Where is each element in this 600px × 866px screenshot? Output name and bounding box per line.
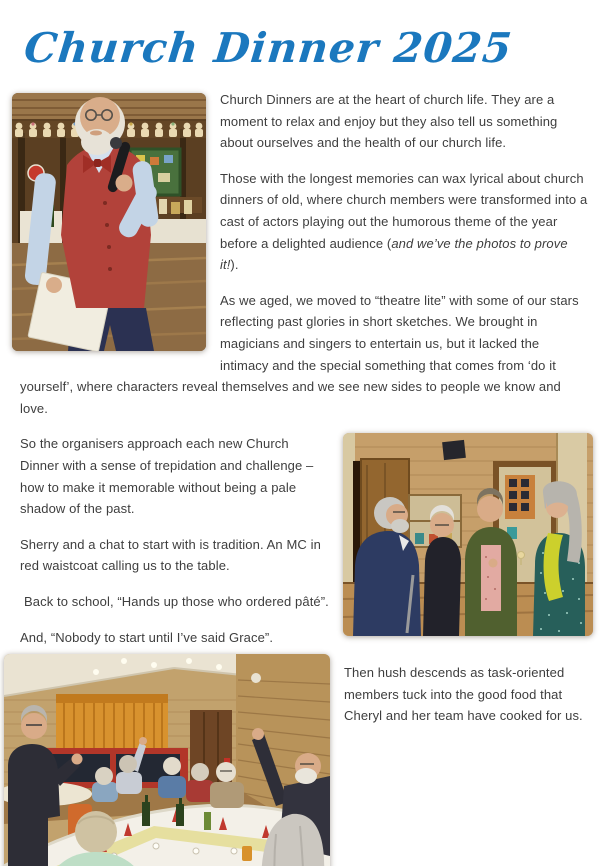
paragraph-grace: And, “Nobody to start until I’ve said Grace”. (20, 629, 274, 645)
paragraph-sherry: Sherry and a chat to start with is tradition. An MC in red waistcoat calling us to the table. (20, 536, 321, 574)
dinner-photo-illustration (4, 654, 330, 866)
mc-photo-illustration (12, 93, 206, 351)
paragraph-intro: Church Dinners are at the heart of church life. They are a moment to relax and enjoy but they also tell us something about ourselves and the health of our church life. (220, 92, 558, 151)
memories-aside-italic: and we’ve the photos to prove it! (220, 235, 568, 273)
paragraph-theatre-lite: As we aged, we moved to “theatre lite” with some of our stars reflecting past glories in short sketches. We brought in magicians and singers to entertain us, but it lacked the intimacy and the special something that comes from ‘do it yourself’, where characters reveal themselves and we see new sides to people we know and love. (20, 292, 579, 416)
memories-text: Those with the longest memories can wax lyrical about church dinners of old, where church members were transformed into a cast of actors playing out the humorous theme of the year before a delighted audience ( (220, 170, 588, 251)
paragraph-hush: Then hush descends as task-oriented members tuck into the good food that Cheryl and her team have cooked for us. (344, 665, 583, 724)
photo-mc-red-waistcoat (12, 93, 206, 351)
paragraph-organisers: So the organisers approach each new Church Dinner with a sense of trepidation and challenge – how to make it memorable without being a pale shadow of the past. (20, 436, 314, 517)
memories-text-end: ). (230, 257, 239, 273)
page-title: Church Dinner 2025 (21, 24, 515, 72)
paragraph-back-to-school: Back to school, “Hands up those who ordered pâté”. (24, 593, 329, 609)
photo-dinner-table (4, 654, 330, 866)
photo-guests-chatting (343, 433, 593, 636)
guests-photo-illustration (343, 433, 593, 636)
